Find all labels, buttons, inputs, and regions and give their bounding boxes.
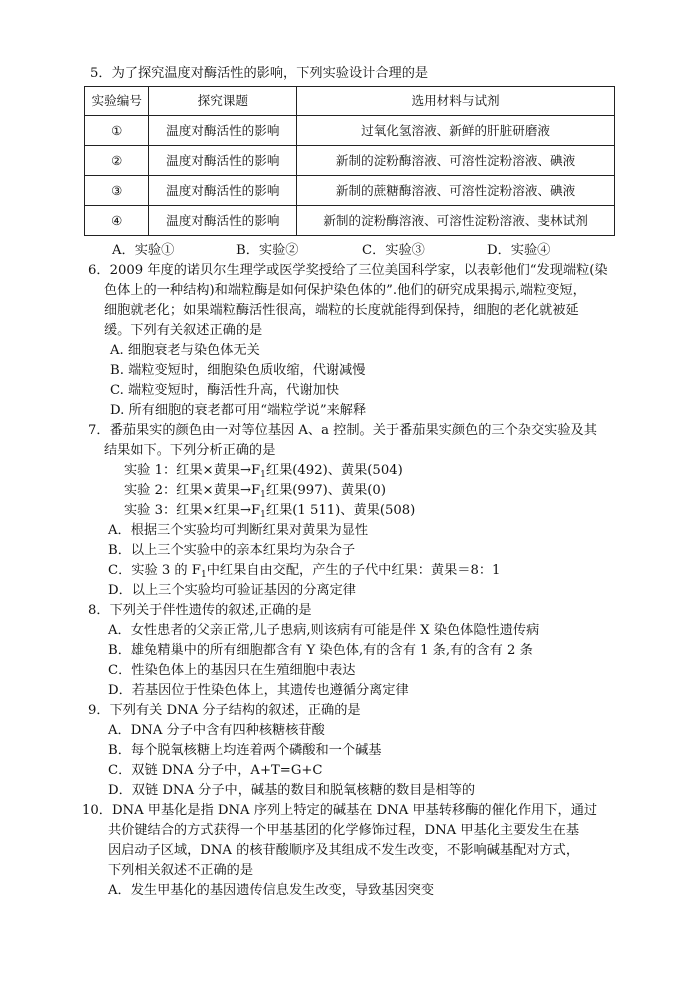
q6-stem-line: 6．2009 年度的诺贝尔生理学或医学奖授给了三位美国科学家，以表彰他们“发现端粒(染 [88, 263, 608, 278]
table-row [85, 206, 615, 236]
table-cell: ③ [85, 176, 149, 206]
experiment-text: 红果(492)、黄果(504) [265, 463, 403, 478]
experiment-text: 红果(997)、黄果(0) [265, 483, 386, 498]
table-cell: 温度对酶活性的影响 [149, 176, 297, 206]
table-header-row [85, 87, 615, 116]
q8-option-d: D．若基因位于性染色体上，其遗传也遵循分离定律 [108, 683, 409, 698]
q10-stem-line: 共价键结合的方式获得一个甲基基团的化学修饰过程，DNA 甲基化主要发生在基 [108, 823, 580, 838]
q7-stem-line: 7．番茄果实的颜色由一对等位基因 A、a 控制。关于番茄果实颜色的三个杂交实验及其 [88, 423, 597, 438]
q9-option-a: A．DNA 分子中含有四种核糖核苷酸 [108, 723, 325, 738]
experiment-text: 实验 3：红果×红果→F [124, 503, 261, 518]
table-cell: 新制的淀粉酶溶液、可溶性淀粉溶液、斐林试剂 [297, 206, 615, 236]
experiment-text: 实验 2：红果×黄果→F [124, 483, 261, 498]
subscript: 1 [200, 570, 207, 580]
q7-option-c [108, 561, 500, 582]
table-row [85, 116, 615, 146]
q7-stem-line: 结果如下。下列分析正确的是 [104, 443, 276, 458]
q7-experiment-3 [124, 501, 415, 522]
table-cell: 温度对酶活性的影响 [149, 206, 297, 236]
q10-stem-line: 因启动子区域，DNA 的核苷酸顺序及其组成不发生改变，不影响碱基配对方式， [108, 843, 580, 858]
table-header: 实验编号 [85, 87, 149, 116]
experiment-text: 红果(1 511)、黄果(508) [265, 503, 416, 518]
q9-option-c: C．双链 DNA 分子中，A+T=G+C [108, 763, 323, 778]
q5-option-b: B．实验② [236, 243, 299, 258]
q5-option-c: C．实验③ [362, 243, 425, 258]
q7-option-a: A．根据三个实验均可判断红果对黄果为显性 [108, 523, 369, 538]
q9-stem: 9．下列有关 DNA 分子结构的叙述，正确的是 [88, 703, 361, 718]
table-cell: ④ [85, 206, 149, 236]
table-cell: 新制的蔗糖酶溶液、可溶性淀粉溶液、碘液 [297, 176, 615, 206]
q9-option-b: B．每个脱氧核糖上均连着两个磷酸和一个碱基 [108, 743, 382, 758]
table-cell: 过氧化氢溶液、新鲜的肝脏研磨液 [297, 116, 615, 146]
option-text: C．实验 3 的 F [108, 563, 201, 578]
q5-option-d: D．实验④ [487, 243, 551, 258]
q7-option-b: B．以上三个实验中的亲本红果均为杂合子 [108, 543, 356, 558]
q6-option-d: D. 所有细胞的衰老都可用“端粒学说”来解释 [110, 403, 367, 418]
table-row [85, 146, 615, 176]
q8-option-a: A．女性患者的父亲正常,儿子患病,则该病有可能是伴 X 染色体隐性遗传病 [108, 623, 540, 638]
q6-stem-line: 色体上的一种结构)和端粒酶是如何保护染色体的”.他们的研究成果揭示,端粒变短， [104, 283, 586, 298]
subscript: 1 [260, 490, 266, 500]
table-cell: 温度对酶活性的影响 [149, 146, 297, 176]
table-cell: ② [85, 146, 149, 176]
table-header: 选用材料与试剂 [297, 87, 615, 116]
table-row [85, 176, 615, 206]
q8-option-c: C．性染色体上的基因只在生殖细胞中表达 [108, 663, 356, 678]
q8-option-b: B．雄兔精巢中的所有细胞都含有 Y 染色体,有的含有 1 条,有的含有 2 条 [108, 643, 533, 658]
table-cell: 温度对酶活性的影响 [149, 116, 297, 146]
q6-stem-line: 细胞就老化；如果端粒酶活性很高，端粒的长度就能得到保持，细胞的老化就被延 [104, 303, 579, 318]
experiment-text: 实验 1：红果×黄果→F [124, 463, 261, 478]
q10-stem-line: 10．DNA 甲基化是指 DNA 序列上特定的碱基在 DNA 甲基转移酶的催化作用下，通过 [82, 803, 598, 818]
q7-experiment-2 [124, 481, 386, 502]
q6-option-a: A. 细胞衰老与染色体无关 [110, 343, 260, 358]
q5-experiment-table [84, 86, 615, 236]
q9-option-d: D．双链 DNA 分子中，碱基的数目和脱氧核糖的数目是相等的 [108, 783, 476, 798]
q10-stem-line: 下列相关叙述不正确的是 [108, 863, 254, 878]
q10-option-a: A．发生甲基化的基因遗传信息发生改变，导致基因突变 [108, 883, 435, 898]
table-header: 探究课题 [149, 87, 297, 116]
q6-stem-line: 缓。下列有关叙述正确的是 [104, 323, 263, 338]
option-text: 中红果自由交配，产生的子代中红果：黄果＝8：1 [206, 563, 501, 578]
q6-option-c: C. 端粒变短时，酶活性升高，代谢加快 [110, 383, 340, 398]
q6-option-b: B. 端粒变短时，细胞染色质收缩，代谢减慢 [110, 363, 366, 378]
q5-option-a: A．实验① [112, 243, 175, 258]
table-cell: ① [85, 116, 149, 146]
subscript: 1 [260, 470, 266, 480]
q5-stem: 5．为了探究温度对酶活性的影响，下列实验设计合理的是 [90, 66, 429, 81]
q7-option-d: D．以上三个实验均可验证基因的分离定律 [108, 583, 356, 598]
table-cell: 新制的淀粉酶溶液、可溶性淀粉溶液、碘液 [297, 146, 615, 176]
subscript: 1 [260, 510, 266, 520]
q8-stem: 8．下列关于伴性遗传的叙述,正确的是 [88, 603, 312, 618]
q7-experiment-1 [124, 461, 403, 482]
